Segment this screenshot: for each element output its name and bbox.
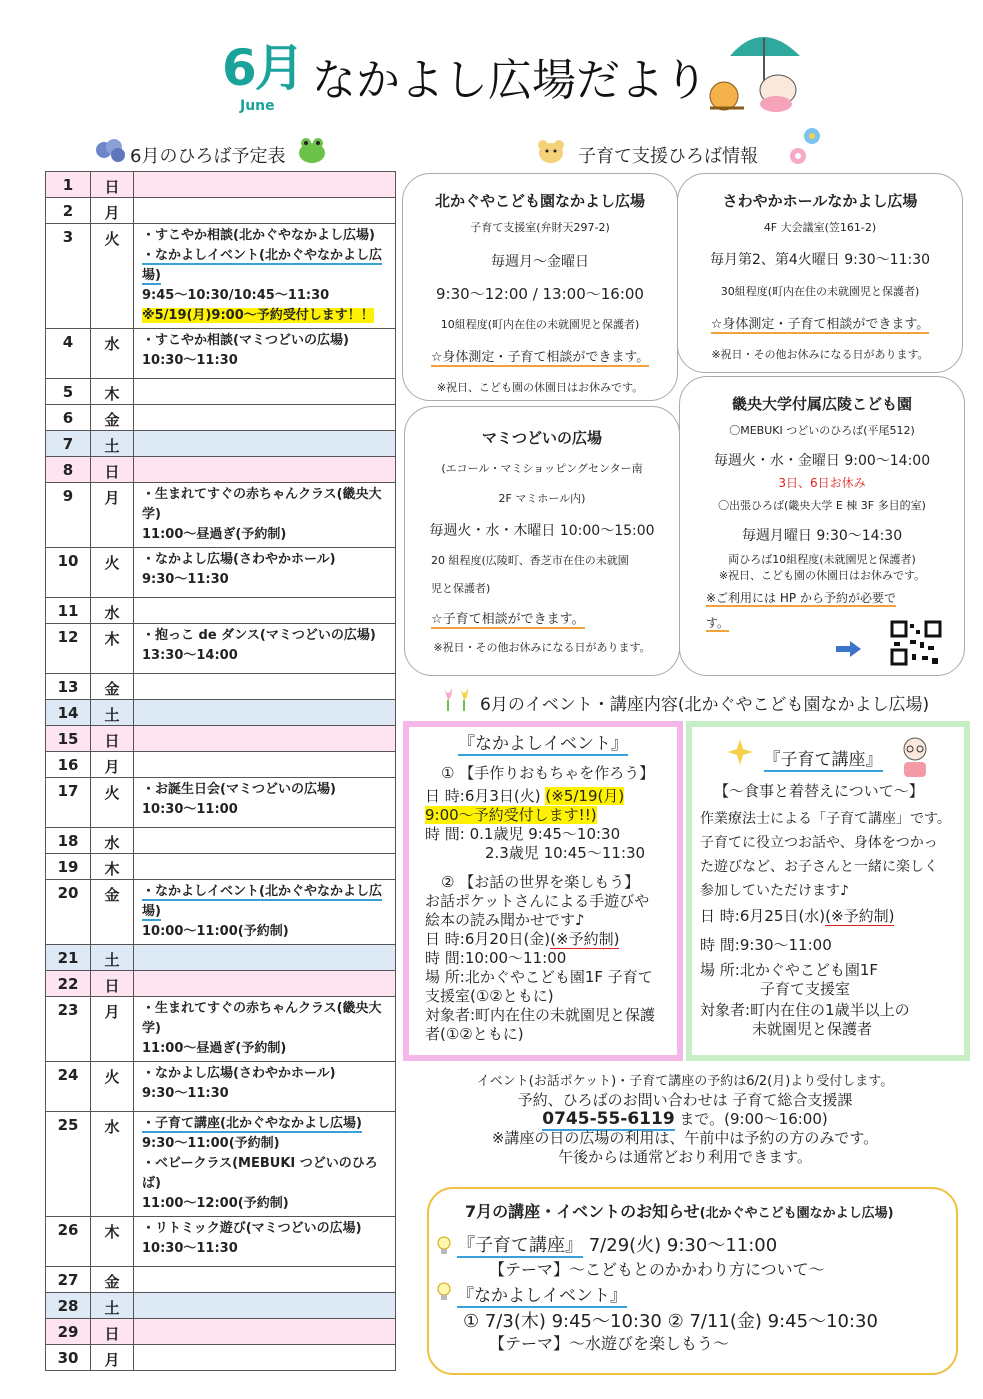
sawa-info-card: さわやかホールなかよし広場 4F 大会議室(笠161-2) 毎月第2、第4火曜日 9:30～11:30 30組程度(町内在住の未就園児と保護者) ☆身体測定・子育て相談ができます。 ※祝日・その他お休みになる日があります。 (677, 173, 963, 373)
schedule-content (134, 624, 396, 674)
schedule-content (134, 778, 396, 828)
schedule-entry: 9:30～11:30 (142, 1086, 229, 1101)
schedule-weekday: 木 (91, 379, 134, 405)
qr-code-icon (890, 620, 942, 666)
schedule-day: 27 (46, 1267, 91, 1293)
schedule-content (134, 548, 396, 598)
schedule-entry: ・なかよし広場(さわやかホール) (142, 1066, 336, 1081)
schedule-weekday: 木 (91, 854, 134, 880)
schedule-content (134, 1267, 396, 1293)
schedule-weekday: 日 (91, 172, 134, 198)
schedule-entry: ・なかよし広場(さわやかホール) (142, 552, 336, 567)
schedule-weekday: 火 (91, 224, 134, 329)
schedule-row (46, 431, 396, 457)
schedule-day: 18 (46, 828, 91, 854)
schedule-entry: ・お誕生日会(マミつどいの広場) (142, 782, 336, 797)
schedule-weekday: 火 (91, 1062, 134, 1112)
schedule-day: 13 (46, 674, 91, 700)
schedule-day: 11 (46, 598, 91, 624)
schedule-entry: ・生まれてすぐの赤ちゃんクラス(畿央大学) (142, 1001, 382, 1036)
schedule-content (134, 1112, 396, 1217)
schedule-content (134, 1062, 396, 1112)
schedule-weekday: 日 (91, 971, 134, 997)
schedule-weekday: 火 (91, 778, 134, 828)
schedule-weekday: 土 (91, 945, 134, 971)
schedule-row (46, 1319, 396, 1345)
schedule-entry: 11:00～12:00(予約制) (142, 1196, 289, 1211)
schedule-row (46, 778, 396, 828)
schedule-content (134, 172, 396, 198)
schedule-entry: ※5/19(月)9:00～予約受付します！！ (142, 308, 374, 323)
schedule-row (46, 854, 396, 880)
schedule-weekday: 木 (91, 624, 134, 674)
mami-info-card: マミつどいの広場 (エコール・マミショッピングセンター南 2F マミホール内) 毎週火・水・木曜日 10:00～15:00 20 組程度(広陵町、香芝市在住の未就園 児と保護者) ☆子育て相談ができます。 ※祝日・その他お休みになる日があります。 (404, 406, 680, 676)
header-month: 6月 (222, 39, 303, 97)
schedule-content (134, 971, 396, 997)
schedule-weekday: 水 (91, 329, 134, 379)
schedule-content (134, 405, 396, 431)
flowers-icon (786, 124, 826, 168)
schedule-entry: ・すこやか相談(マミつどいの広場) (142, 333, 349, 348)
schedule-entry: 10:30～11:30 (142, 1241, 238, 1256)
schedule-day: 5 (46, 379, 91, 405)
schedule-entry: ・抱っこ de ダンス(マミつどいの広場) (142, 628, 376, 643)
schedule-entry: 10:30～11:00 (142, 802, 238, 817)
page-title: なかよし広場だより (312, 55, 708, 106)
schedule-row (46, 1217, 396, 1267)
schedule-day: 21 (46, 945, 91, 971)
schedule-weekday: 月 (91, 997, 134, 1062)
schedule-content (134, 880, 396, 945)
schedule-row (46, 483, 396, 548)
schedule-day: 30 (46, 1345, 91, 1371)
schedule-weekday: 日 (91, 726, 134, 752)
schedule-weekday: 水 (91, 1112, 134, 1217)
schedule-weekday: 水 (91, 828, 134, 854)
schedule-weekday: 土 (91, 431, 134, 457)
nakayoshi-event-box: 『なかよしイベント』 ① 【手作りおもちゃを作ろう】 日 時:6月3日(火) (※5/19(月) 9:00～予約受付します!!) 時 間: 0.1歳児 9:45～10:30 2.3歳児 10:45～11:30 ② 【お話の世界を楽しもう】 お話ポケットさんによる手遊びや 絵本の読み聞かせです♪ 日 時:6月20日(金)(※予約制) 時 間:10:00～11:00 場 所:北かぐやこども園1F 子育て 支援室(①②ともに) 対象者:町内在住の未就園児と保護 者(①②ともに) (403, 721, 683, 1061)
schedule-day: 20 (46, 880, 91, 945)
header-month-en: June (240, 98, 275, 114)
schedule-row (46, 997, 396, 1062)
schedule-row (46, 172, 396, 198)
teacher-icon (898, 735, 932, 779)
schedule-day: 19 (46, 854, 91, 880)
schedule-day: 6 (46, 405, 91, 431)
schedule-entry: ・ベビークラス(MEBUKI つどいのひろば) (142, 1156, 378, 1191)
schedule-entry: 11:00～昼過ぎ(予約制) (142, 527, 287, 542)
schedule-entry: 9:30～11:00(予約制) (142, 1136, 280, 1151)
schedule-day: 22 (46, 971, 91, 997)
schedule-weekday: 月 (91, 752, 134, 778)
schedule-weekday: 土 (91, 1293, 134, 1319)
schedule-row (46, 674, 396, 700)
lightbulb-icon (435, 1235, 453, 1257)
schedule-content (134, 1319, 396, 1345)
schedule-day: 17 (46, 778, 91, 828)
schedule-weekday: 金 (91, 880, 134, 945)
kio-info-card: 畿央大学付属広陵こども園 〇MEBUKI つどいのひろば(平尾512) 毎週火・水・金曜日 9:00～14:00 3日、6日お休み 〇出張ひろば(畿央大学 E 棟 3F 多目的室) 毎週月曜日 9:30～14:30 両ひろば10組程度(未就園児と保護者) ※祝日、こども園の休園日はお休みです。 ※ご利用には HP から予約が必要で す。 (679, 376, 965, 676)
schedule-row (46, 726, 396, 752)
schedule-day: 16 (46, 752, 91, 778)
events-title: 6月のイベント・講座内容(北かぐやこども園なかよし広場) (480, 695, 930, 715)
schedule-content (134, 329, 396, 379)
schedule-content (134, 198, 396, 224)
schedule-row (46, 548, 396, 598)
schedule-row (46, 457, 396, 483)
schedule-entry: 9:30～11:30 (142, 572, 229, 587)
schedule-weekday: 金 (91, 674, 134, 700)
schedule-row (46, 1062, 396, 1112)
schedule-content (134, 674, 396, 700)
schedule-day: 3 (46, 224, 91, 329)
schedule-day: 29 (46, 1319, 91, 1345)
schedule-row (46, 598, 396, 624)
schedule-row (46, 198, 396, 224)
schedule-row (46, 405, 396, 431)
schedule-weekday: 月 (91, 198, 134, 224)
schedule-row (46, 1345, 396, 1371)
schedule-row (46, 700, 396, 726)
schedule-day: 4 (46, 329, 91, 379)
schedule-content (134, 483, 396, 548)
schedule-weekday: 火 (91, 548, 134, 598)
schedule-weekday: 金 (91, 405, 134, 431)
schedule-weekday: 日 (91, 457, 134, 483)
schedule-weekday: 日 (91, 1319, 134, 1345)
schedule-content (134, 945, 396, 971)
schedule-weekday: 土 (91, 700, 134, 726)
schedule-entry: ・なかよしイベント(北かぐやなかよし広場) (142, 248, 382, 283)
contact-block: イベント(お話ポケット)・子育て講座の予約は6/2(月)より受付します。 予約、ひろばのお問い合わせは 子育て総合支援課 0745-55-6119 まで。(9:00～16:00) ※講座の日の広場の利用は、午前中は予約の方のみです。 午後からは通常どおり利用できます。 (476, 1074, 894, 1166)
schedule-weekday: 月 (91, 483, 134, 548)
schedule-content (134, 752, 396, 778)
schedule-entry: ・生まれてすぐの赤ちゃんクラス(畿央大学) (142, 487, 382, 522)
schedule-content (134, 828, 396, 854)
schedule-content (134, 700, 396, 726)
schedule-day: 14 (46, 700, 91, 726)
umbrella-cat-icon (700, 18, 805, 113)
schedule-day: 9 (46, 483, 91, 548)
schedule-entry: 10:30～11:30 (142, 353, 238, 368)
contact-phone: 0745-55-6119 (542, 1109, 675, 1129)
schedule-day: 15 (46, 726, 91, 752)
schedule-weekday: 木 (91, 1217, 134, 1267)
schedule-row (46, 945, 396, 971)
schedule-weekday: 金 (91, 1267, 134, 1293)
schedule-row (46, 1293, 396, 1319)
schedule-content (134, 1217, 396, 1267)
schedule-table (45, 171, 396, 1371)
tulip-icon (440, 684, 474, 712)
schedule-day: 25 (46, 1112, 91, 1217)
schedule-content (134, 598, 396, 624)
schedule-day: 23 (46, 997, 91, 1062)
schedule-content (134, 431, 396, 457)
schedule-row (46, 379, 396, 405)
kouza-event-box: 『子育て講座』 【～食事と着替えについて～】 作業療法士による「子育て講座」です。 子育てに役立つお話や、身体をつかっ た遊びなど、お子さんと一緒に楽しく 参加していただけます♪ 日 時:6月25日(水)(※予約制) 時 間:9:30～11:00 場 所:北かぐやこども園1F 子育て支援室 対象者:町内在住の1歳半以上の 未就園児と保護者 (686, 721, 970, 1061)
schedule-content (134, 854, 396, 880)
schedule-entry: 11:00～昼過ぎ(予約制) (142, 1041, 287, 1056)
schedule-entry: ・なかよしイベント(北かぐやなかよし広場) (142, 884, 382, 919)
schedule-row (46, 752, 396, 778)
schedule-day: 2 (46, 198, 91, 224)
schedule-content (134, 379, 396, 405)
lightbulb-icon-2 (435, 1281, 453, 1303)
schedule-content (134, 997, 396, 1062)
schedule-day: 12 (46, 624, 91, 674)
schedule-day: 10 (46, 548, 91, 598)
schedule-entry: 10:00～11:00(予約制) (142, 924, 289, 939)
schedule-weekday: 水 (91, 598, 134, 624)
schedule-day: 7 (46, 431, 91, 457)
schedule-row (46, 624, 396, 674)
hydrangea-icon (94, 138, 128, 164)
schedule-entry: ・リトミック遊び(マミつどいの広場) (142, 1221, 362, 1236)
schedule-content (134, 1293, 396, 1319)
schedule-row (46, 828, 396, 854)
schedule-entry: 13:30～14:00 (142, 648, 238, 663)
schedule-row (46, 1267, 396, 1293)
schedule-content (134, 224, 396, 329)
schedule-content (134, 457, 396, 483)
schedule-row (46, 971, 396, 997)
schedule-row (46, 880, 396, 945)
schedule-entry: 9:45～10:30/10:45～11:30 (142, 288, 330, 303)
schedule-weekday: 月 (91, 1345, 134, 1371)
schedule-day: 28 (46, 1293, 91, 1319)
july-notice-box: 7月の講座・イベントのお知らせ(北かぐやこども園なかよし広場) 『子育て講座』 7/29(火) 9:30～11:00 【テーマ】～こどもとのかかわり方について～ 『なかよしイベント』 ① 7/3(木) 9:45～10:30 ② 7/11(金) 9:45～10:30 【テーマ】～水遊びを楽しもう～ (427, 1187, 958, 1375)
schedule-day: 26 (46, 1217, 91, 1267)
schedule-entry: ・すこやか相談(北かぐやなかよし広場) (142, 228, 375, 243)
schedule-row (46, 1112, 396, 1217)
bear-icon (536, 138, 566, 164)
schedule-day: 24 (46, 1062, 91, 1112)
schedule-day: 1 (46, 172, 91, 198)
info-title: 子育て支援ひろば情報 (578, 146, 758, 167)
schedule-row (46, 329, 396, 379)
schedule-content (134, 726, 396, 752)
frog-icon (296, 134, 328, 166)
schedule-day: 8 (46, 457, 91, 483)
arrow-right-icon (834, 640, 862, 658)
schedule-entry: ・子育て講座(北かぐやなかよし広場) (142, 1116, 362, 1131)
schedule-content (134, 1345, 396, 1371)
kita-info-card: 北かぐやこども園なかよし広場 子育て支援室(弁財天297-2) 毎週月～金曜日 9:30～12:00 / 13:00～16:00 10組程度(町内在住の未就園児と保護者) ☆身体測定・子育て相談ができます。 ※祝日、こども園の休園日はお休みです。 (402, 173, 678, 401)
sparkle-icon (728, 737, 758, 767)
schedule-title: 6月のひろば予定表 (130, 146, 286, 167)
schedule-row (46, 224, 396, 329)
